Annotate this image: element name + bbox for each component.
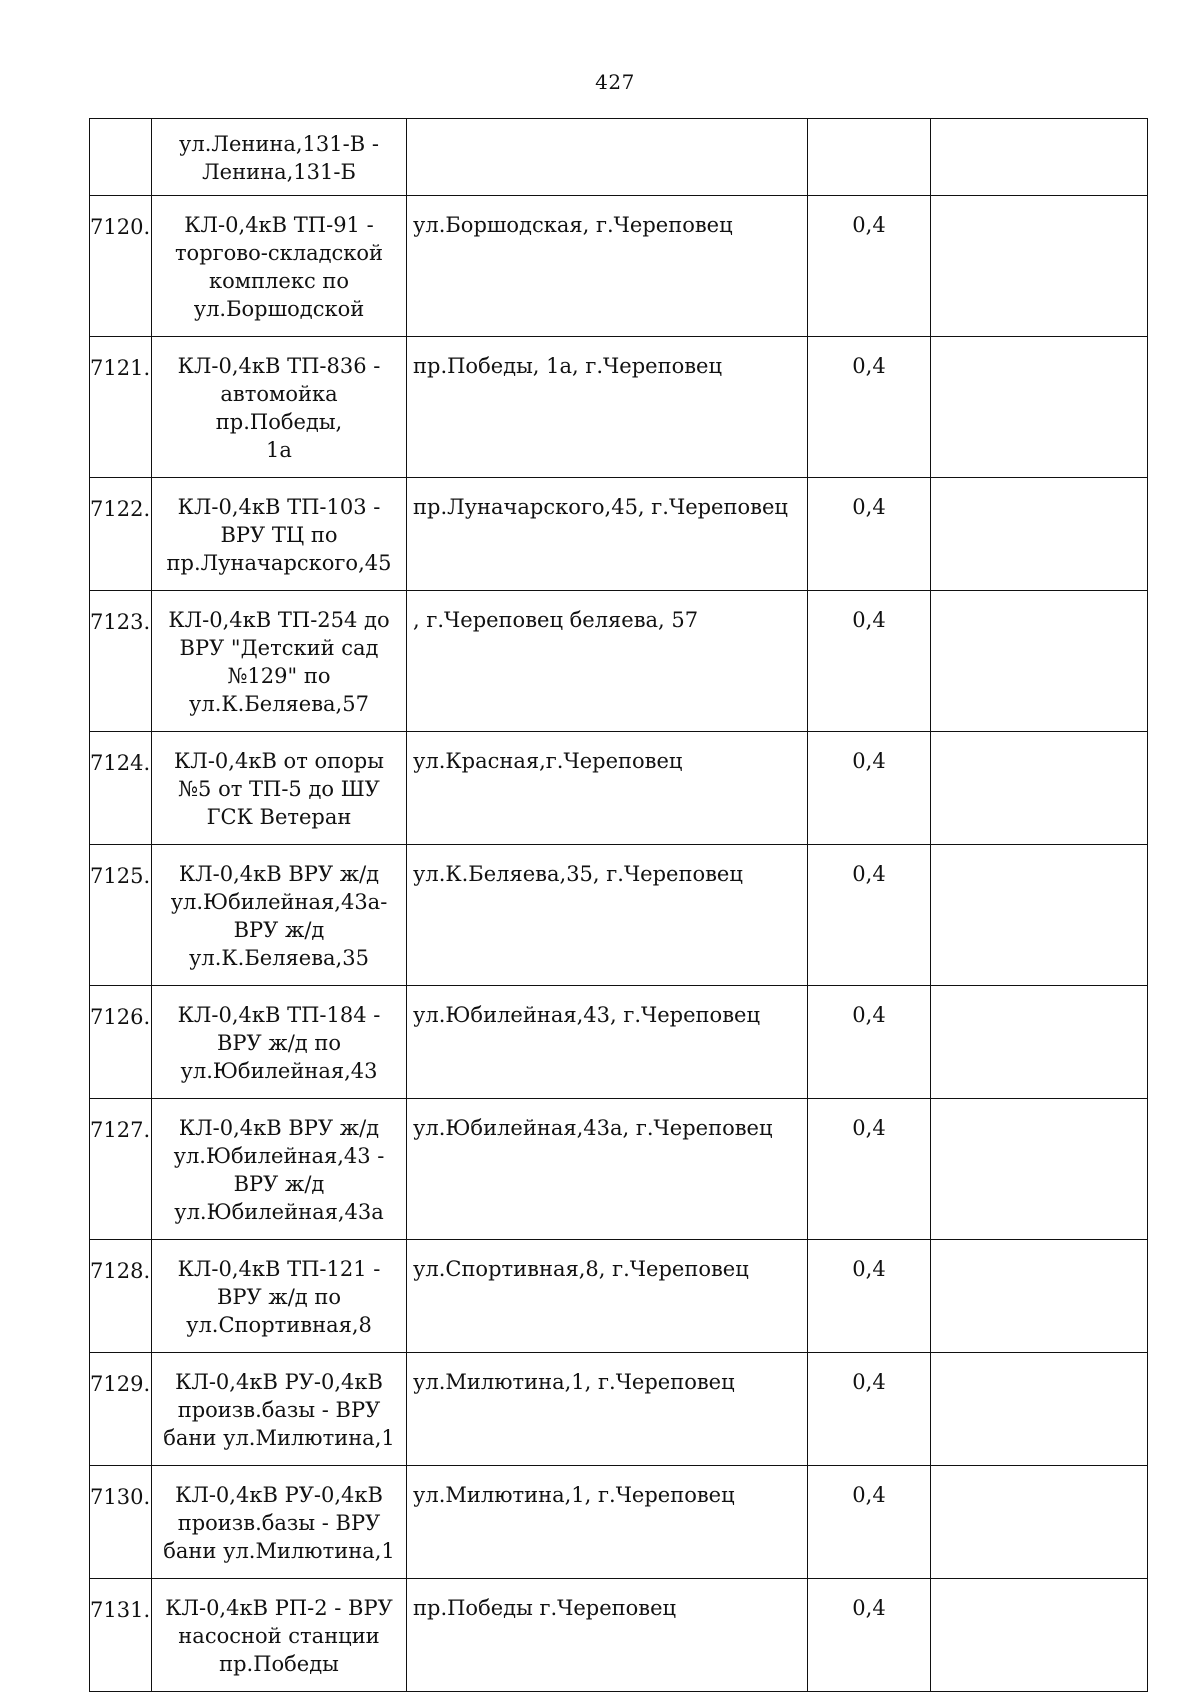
voltage-cell: 0,4 <box>808 1240 931 1353</box>
cable-line-name-line: 1а <box>266 438 292 462</box>
address-cell: , г.Череповец беляева, 57 <box>407 591 808 732</box>
table-row <box>90 1579 1148 1692</box>
cable-line-name <box>152 845 407 986</box>
table-row <box>90 196 1148 337</box>
registry-table-body <box>90 119 1148 1692</box>
empty-cell <box>931 1240 1148 1353</box>
cable-line-name-line: КЛ-0,4кВ ВРУ ж/д <box>178 1116 380 1140</box>
empty-cell <box>931 337 1148 478</box>
cable-line-name <box>152 196 407 337</box>
page-number: 427 <box>595 70 635 94</box>
cable-line-name-line: ВРУ "Детский сад <box>179 636 379 660</box>
cable-line-name <box>152 591 407 732</box>
row-number: 7123. <box>90 591 152 732</box>
empty-cell <box>931 1353 1148 1466</box>
cable-line-name-line: пр.Луначарского,45 <box>166 551 392 575</box>
address-cell: ул.Юбилейная,43а, г.Череповец <box>407 1099 808 1240</box>
cable-line-name-line: произв.базы - ВРУ <box>177 1398 381 1422</box>
table-row <box>90 119 1148 196</box>
cable-line-name-line: произв.базы - ВРУ <box>177 1511 381 1535</box>
table-row <box>90 591 1148 732</box>
row-number: 7131. <box>90 1579 152 1692</box>
empty-cell <box>931 119 1148 196</box>
table-row <box>90 1466 1148 1579</box>
row-number <box>90 119 152 196</box>
empty-cell <box>931 1466 1148 1579</box>
cable-line-name-line: комплекс по <box>208 269 350 293</box>
cable-line-name-line: КЛ-0,4кВ ВРУ ж/д <box>178 862 380 886</box>
cable-line-name-line: ГСК Ветеран <box>206 805 352 829</box>
cable-line-name-line: ВРУ ж/д по <box>216 1285 342 1309</box>
cable-line-name-line: КЛ-0,4кВ РУ-0,4кВ <box>175 1370 383 1394</box>
row-number: 7121. <box>90 337 152 478</box>
cable-line-name <box>152 732 407 845</box>
row-number: 7127. <box>90 1099 152 1240</box>
empty-cell <box>931 591 1148 732</box>
cable-line-name <box>152 337 407 478</box>
table-row <box>90 845 1148 986</box>
cable-line-name-line: торгово-складской <box>174 241 384 265</box>
cable-line-name-line: бани ул.Милютина,1 <box>163 1539 395 1563</box>
empty-cell <box>931 478 1148 591</box>
address-cell: пр.Победы, 1а, г.Череповец <box>407 337 808 478</box>
voltage-cell: 0,4 <box>808 845 931 986</box>
address-cell: ул.Юбилейная,43, г.Череповец <box>407 986 808 1099</box>
voltage-cell: 0,4 <box>808 196 931 337</box>
cable-line-name-line: КЛ-0,4кВ от опоры <box>174 749 384 773</box>
cable-line-name-line: №129" по <box>227 664 331 688</box>
cable-line-name-line: КЛ-0,4кВ РУ-0,4кВ <box>175 1483 383 1507</box>
voltage-cell: 0,4 <box>808 986 931 1099</box>
cable-line-name-line: бани ул.Милютина,1 <box>163 1426 395 1450</box>
voltage-cell: 0,4 <box>808 1579 931 1692</box>
address-cell <box>407 119 808 196</box>
cable-line-name <box>152 986 407 1099</box>
cable-line-name-line: КЛ-0,4кВ ТП-184 - <box>177 1003 381 1027</box>
cable-line-name-line: автомойка пр.Победы, <box>215 382 343 434</box>
row-number: 7124. <box>90 732 152 845</box>
table-row <box>90 1240 1148 1353</box>
cable-line-name-line: ул.К.Беляева,57 <box>189 692 369 716</box>
table-row <box>90 478 1148 591</box>
empty-cell <box>931 196 1148 337</box>
cable-line-name-line: ул.К.Беляева,35 <box>189 946 369 970</box>
cable-line-name-line: КЛ-0,4кВ ТП-121 - <box>177 1257 381 1281</box>
cable-line-name <box>152 478 407 591</box>
address-cell: пр.Луначарского,45, г.Череповец <box>407 478 808 591</box>
row-number: 7126. <box>90 986 152 1099</box>
voltage-cell: 0,4 <box>808 478 931 591</box>
cable-line-name <box>152 1466 407 1579</box>
cable-line-name-line: насосной станции <box>178 1624 380 1648</box>
cable-line-name <box>152 1099 407 1240</box>
address-cell: ул.Боршодская, г.Череповец <box>407 196 808 337</box>
table-row <box>90 1353 1148 1466</box>
address-cell: ул.Милютина,1, г.Череповец <box>407 1466 808 1579</box>
address-cell: пр.Победы г.Череповец <box>407 1579 808 1692</box>
cable-line-name-line: КЛ-0,4кВ РП-2 - ВРУ <box>165 1596 393 1620</box>
row-number: 7120. <box>90 196 152 337</box>
row-number: 7130. <box>90 1466 152 1579</box>
empty-cell <box>931 1099 1148 1240</box>
address-cell: ул.К.Беляева,35, г.Череповец <box>407 845 808 986</box>
cable-line-name-line: №5 от ТП-5 до ШУ <box>178 777 380 801</box>
cable-line-name <box>152 1579 407 1692</box>
cable-line-name-line: ВРУ ж/д <box>233 918 325 942</box>
cable-line-name <box>152 119 407 196</box>
voltage-cell: 0,4 <box>808 732 931 845</box>
cable-line-name-line: КЛ-0,4кВ ТП-836 - <box>177 354 381 378</box>
empty-cell <box>931 1579 1148 1692</box>
cable-line-name-line: КЛ-0,4кВ ТП-103 - <box>177 495 381 519</box>
table-row <box>90 337 1148 478</box>
voltage-cell: 0,4 <box>808 337 931 478</box>
cable-line-name-line: ВРУ ж/д по <box>216 1031 342 1055</box>
voltage-cell: 0,4 <box>808 1353 931 1466</box>
cable-line-name-line: ул.Юбилейная,43а <box>174 1200 384 1224</box>
registry-table <box>89 118 1148 1692</box>
cable-line-name-line: КЛ-0,4кВ ТП-91 - <box>184 213 374 237</box>
cable-line-name-line: ул.Юбилейная,43 - <box>173 1144 385 1168</box>
voltage-cell: 0,4 <box>808 591 931 732</box>
cable-line-name-line: КЛ-0,4кВ ТП-254 до <box>168 608 390 632</box>
cable-line-name-line: ВРУ ж/д <box>233 1172 325 1196</box>
address-cell: ул.Красная,г.Череповец <box>407 732 808 845</box>
cable-line-name-line: ВРУ ТЦ по <box>220 523 338 547</box>
cable-line-name-line: Ленина,131-Б <box>202 160 356 184</box>
table-row <box>90 986 1148 1099</box>
voltage-cell: 0,4 <box>808 1466 931 1579</box>
cable-line-name-line: ул.Юбилейная,43а- <box>170 890 388 914</box>
cable-line-name-line: ул.Спортивная,8 <box>186 1313 372 1337</box>
voltage-cell <box>808 119 931 196</box>
cable-line-name <box>152 1353 407 1466</box>
empty-cell <box>931 845 1148 986</box>
address-cell: ул.Милютина,1, г.Череповец <box>407 1353 808 1466</box>
cable-line-name-line: пр.Победы <box>219 1652 339 1676</box>
row-number: 7128. <box>90 1240 152 1353</box>
table-row <box>90 732 1148 845</box>
cable-line-name <box>152 1240 407 1353</box>
cable-line-name-line: ул.Ленина,131-В - <box>179 132 379 156</box>
empty-cell <box>931 986 1148 1099</box>
cable-line-name-line: ул.Юбилейная,43 <box>180 1059 378 1083</box>
empty-cell <box>931 732 1148 845</box>
voltage-cell: 0,4 <box>808 1099 931 1240</box>
cable-line-name-line: ул.Боршодской <box>193 297 365 321</box>
row-number: 7125. <box>90 845 152 986</box>
row-number: 7122. <box>90 478 152 591</box>
address-cell: ул.Спортивная,8, г.Череповец <box>407 1240 808 1353</box>
row-number: 7129. <box>90 1353 152 1466</box>
table-row <box>90 1099 1148 1240</box>
